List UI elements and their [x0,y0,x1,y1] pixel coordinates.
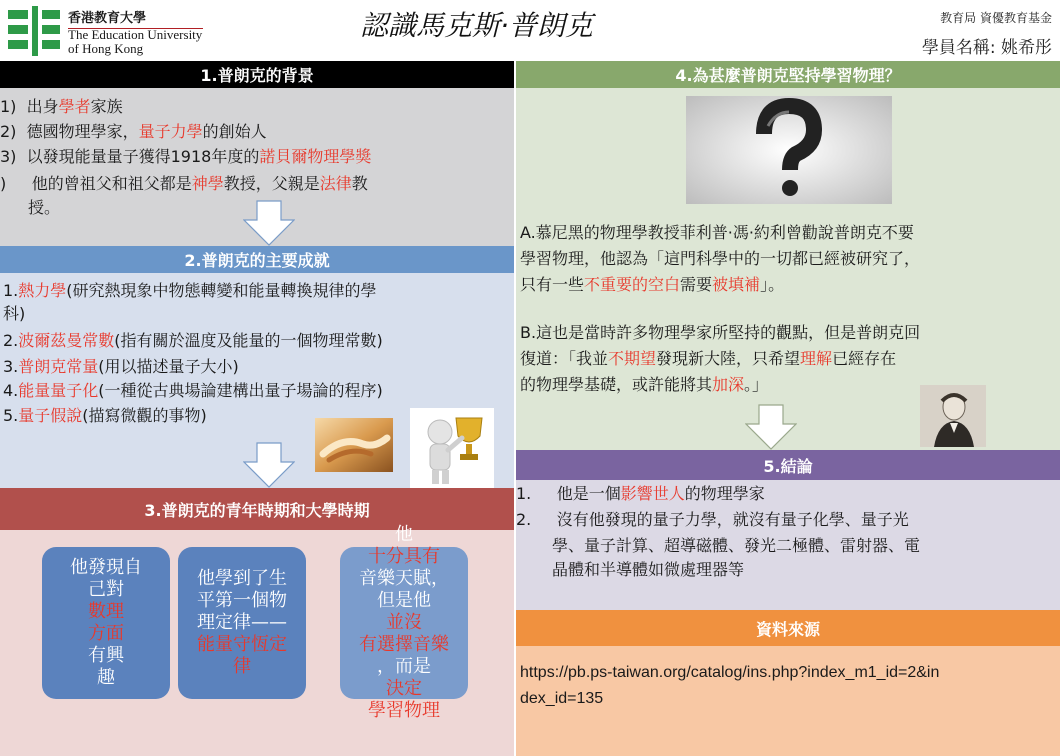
trophy-figure [410,408,494,488]
section6-body [516,646,1060,756]
section4-title: 4.為甚麼普朗克堅持學習物理？ [675,66,901,85]
section6-title: 資料來源 [755,619,820,639]
item-number: 4. [3,381,19,400]
section6-header [516,610,1060,646]
item-highlight: 量子力學 [138,122,203,141]
item-highlight: 波爾茲曼常數 [18,331,115,350]
item-text: 德國物理學家， [26,122,139,141]
section4-header [516,61,1060,88]
item-text: 家族 [90,97,123,116]
box-line [359,590,449,634]
item-highlight: 諾貝爾物理學獎 [259,147,372,166]
box-line: 理定律—— [197,612,287,633]
item-number: 1) [0,97,17,116]
text-highlight: 被填補 [712,275,761,294]
section2-header [0,246,514,273]
text-part: 只有一些 [520,275,585,294]
question-mark-collage [686,96,892,204]
box-text [359,524,449,722]
paragraph-a-line [520,274,784,296]
box-text-part: 有興 [88,645,124,666]
item-highlight: 量子假說 [18,406,83,425]
student-name: 學員名稱: 姚希彤 [921,38,1052,58]
item-highlight: 影響世人 [620,484,685,503]
text-part: 」。 [760,275,785,294]
paragraph-a-line: 學習物理，他認為「這門科學中的一切都已經被研究了， [520,249,921,268]
item-text: (一種從古典場論建構出量子場論的程序) [98,381,383,400]
item-number: 3. [3,357,19,376]
first-law-box [178,547,306,699]
box-line: 學習物理 [368,700,440,721]
box-highlight: 十分具有 [368,546,440,567]
section1-header [0,61,514,88]
item-text: 他的曾祖父和祖父都是 [31,174,192,193]
list-item-continuation: 學、量子計算、超導磁體、發光二極體、雷射器、電 [552,536,921,555]
list-item [0,96,123,118]
list-item [3,356,239,378]
section5-header [516,450,1060,480]
source-url-line[interactable]: dex_id=135 [520,690,604,707]
list-item [0,173,368,195]
item-text: 沒有他發現的量子力學，就沒有量子化學、量子光 [556,510,909,529]
text-highlight: 不重要的空白 [584,275,681,294]
item-number: ) [0,174,7,193]
item-text: 的物理學家 [684,484,765,503]
box-text-part: ，而是 [377,656,431,677]
box-line: 音樂天賦， [359,568,449,589]
paragraph-b-line: B.這也是當時許多物理學家所堅持的觀點，但是普朗克回 [520,323,921,342]
page-title: 認識馬克斯·普朗克 [360,9,593,42]
item-highlight: 普朗克常量 [18,357,99,376]
list-item-continuation: 科) [3,304,26,323]
box-line [359,656,449,700]
eduhk-logo-icon [8,6,60,56]
list-item [0,146,371,168]
down-arrow-icon [243,442,295,488]
item-text: 出身 [26,97,59,116]
box-line [70,579,142,623]
down-arrow-icon [745,404,797,450]
item-text: (指有關於溫度及能量的一個物理常數) [114,331,383,350]
section3-title: 3.普朗克的青年時期和大學時期 [144,500,370,520]
box-line: 有選擇音樂 [359,634,449,655]
text-part: 的物理學基礎，或許能將其 [520,375,713,394]
list-item [3,330,383,352]
item-highlight: 熱力學 [18,281,67,300]
list-item [3,380,383,402]
text-part: 需要 [680,275,713,294]
section2-title: 2.普朗克的主要成就 [184,251,330,270]
box-line: 律 [233,656,251,677]
box-line: 他學到了生 [197,568,287,589]
box-text [197,568,287,678]
text-part: 。」 [744,375,769,394]
handshake-photo [315,418,393,472]
text-part: 已經存在 [832,349,897,368]
box-line: 能量守恆定 [197,634,287,655]
box-line: 平第一個物 [197,590,287,611]
organization-label: 教育局 資優教育基金 [940,11,1052,25]
music-choice-box [340,524,468,721]
youth-interest-box [42,547,170,699]
list-item [3,405,207,427]
item-number: 3) [0,147,17,166]
box-text-part: 己對 [88,579,124,600]
box-line [359,524,449,568]
box-highlight: 數理 [88,601,124,622]
section1-title: 1.普朗克的背景 [200,66,314,85]
list-item [3,280,377,302]
paragraph-a-line: A.慕尼黑的物理學教授菲利普·馮·約利曾勸說普朗克不要 [520,223,914,242]
item-text: (用以描述量子大小) [98,357,239,376]
text-highlight: 理解 [800,349,833,368]
box-highlight: 方面 [88,623,124,644]
item-text: 教授，父親是 [223,174,320,193]
list-item-continuation: 晶體和半導體如微處理器等 [552,560,745,579]
item-number: 5. [3,406,19,425]
box-line: 趣 [97,667,115,688]
source-url-line[interactable]: https://pb.ps-taiwan.org/catalog/ins.php?index_m1_id=2&in [520,664,940,681]
item-highlight: 學者 [58,97,91,116]
item-highlight: 神學 [191,174,224,193]
down-arrow-icon [243,200,295,246]
item-number: 2. [3,331,19,350]
item-text: (研究熱現象中物態轉變和能量轉換規律的學 [66,281,377,300]
planck-portrait [920,385,986,447]
item-text: (描寫微觀的事物) [82,406,207,425]
section5-title: 5.結論 [763,456,813,476]
logo-english-line1: The Education University [68,27,203,42]
text-highlight: 加深 [712,375,745,394]
paragraph-b-line [520,374,768,396]
item-text: 教 [351,174,368,193]
box-text-part: 他 [395,524,413,545]
item-number: 2. [516,510,532,529]
box-line [70,623,142,667]
item-number: 1. [3,281,19,300]
item-highlight: 法律 [319,174,352,193]
list-item-continuation: 授。 [28,198,61,217]
logo-chinese-name: 香港教育大學 [68,11,147,26]
paragraph-b-line [520,348,896,370]
item-text: 他是一個 [556,484,621,503]
box-highlight: 並沒 [386,612,422,633]
box-highlight: 決定 [386,678,422,699]
text-part: 復道：「我並 [520,349,609,368]
logo-english-line2: of Hong Kong [68,41,144,56]
list-item [516,483,765,505]
list-item [516,509,909,531]
item-text: 的創始人 [202,122,267,141]
list-item [0,121,267,143]
section5-body [516,480,1060,610]
box-text-part: 但是他 [377,590,431,611]
item-number: 1. [516,484,532,503]
item-highlight: 能量量子化 [18,381,99,400]
item-text: 以發現能量量子獲得1918年度的 [26,147,260,166]
text-part: 發現新大陸，只希望 [656,349,801,368]
text-highlight: 不期望 [608,349,657,368]
item-number: 2) [0,122,17,141]
box-line: 他發現自 [70,557,142,578]
box-text [70,557,142,689]
